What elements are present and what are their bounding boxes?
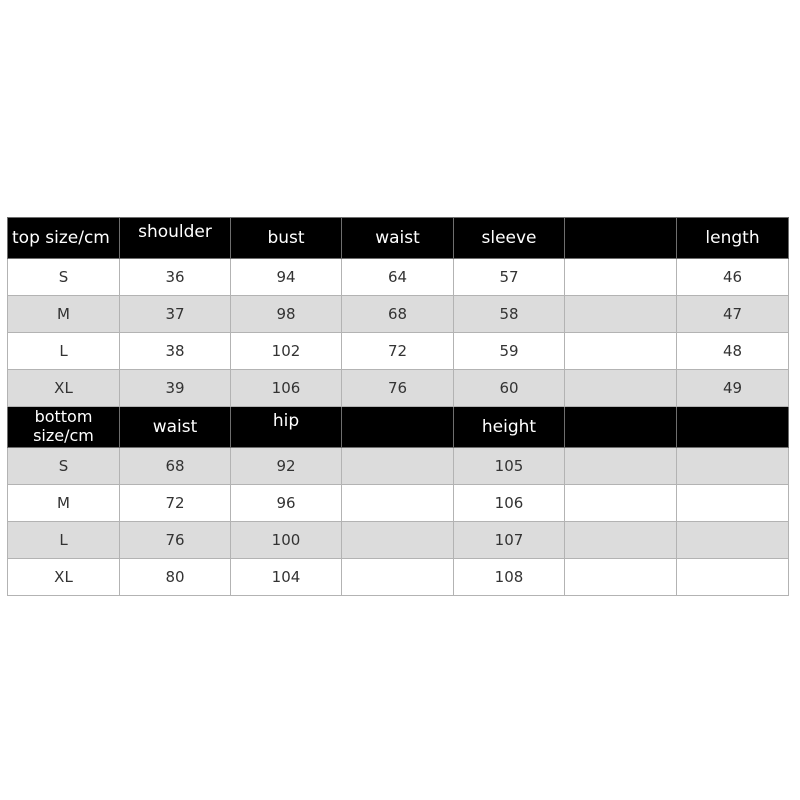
size-cell: XL — [8, 559, 120, 596]
blank-cell — [565, 296, 677, 333]
shoulder-cell: 37 — [120, 296, 231, 333]
bottom-header-row — [8, 407, 789, 448]
top-header-row — [8, 218, 789, 259]
table-row — [8, 296, 789, 333]
blank-cell — [565, 259, 677, 296]
height-header: height — [454, 407, 565, 448]
bust-cell: 94 — [231, 259, 342, 296]
blank-header — [565, 218, 677, 259]
blank-header — [342, 407, 454, 448]
shoulder-header: shoulder — [120, 218, 231, 259]
blank-cell — [677, 522, 789, 559]
sleeve-cell: 57 — [454, 259, 565, 296]
length-cell: 46 — [677, 259, 789, 296]
table-row — [8, 333, 789, 370]
table-row — [8, 485, 789, 522]
size-chart-table — [7, 217, 789, 596]
bust-cell: 98 — [231, 296, 342, 333]
blank-cell — [565, 370, 677, 407]
blank-header — [565, 407, 677, 448]
size-cell: L — [8, 333, 120, 370]
waist-cell: 76 — [342, 370, 454, 407]
size-cell: S — [8, 448, 120, 485]
blank-cell — [677, 485, 789, 522]
waist-cell: 68 — [120, 448, 231, 485]
waist-cell: 76 — [120, 522, 231, 559]
hip-cell: 104 — [231, 559, 342, 596]
blank-cell — [342, 485, 454, 522]
shoulder-cell: 39 — [120, 370, 231, 407]
table-row — [8, 522, 789, 559]
blank-cell — [565, 448, 677, 485]
hip-header: hip — [231, 407, 342, 448]
blank-cell — [677, 559, 789, 596]
height-cell: 105 — [454, 448, 565, 485]
sleeve-cell: 60 — [454, 370, 565, 407]
blank-cell — [342, 448, 454, 485]
waist-cell: 80 — [120, 559, 231, 596]
blank-cell — [342, 522, 454, 559]
table-row — [8, 559, 789, 596]
blank-header — [677, 407, 789, 448]
size-cell: L — [8, 522, 120, 559]
bust-cell: 106 — [231, 370, 342, 407]
length-cell: 47 — [677, 296, 789, 333]
length-cell: 49 — [677, 370, 789, 407]
blank-cell — [677, 448, 789, 485]
waist-cell: 72 — [120, 485, 231, 522]
sleeve-header: sleeve — [454, 218, 565, 259]
blank-cell — [565, 485, 677, 522]
bottom-size-header: bottom size/cm — [8, 407, 120, 448]
height-cell: 107 — [454, 522, 565, 559]
blank-cell — [565, 559, 677, 596]
size-cell: M — [8, 296, 120, 333]
height-cell: 106 — [454, 485, 565, 522]
waist-cell: 68 — [342, 296, 454, 333]
size-cell: XL — [8, 370, 120, 407]
waist-cell: 72 — [342, 333, 454, 370]
bust-header: bust — [231, 218, 342, 259]
shoulder-cell: 38 — [120, 333, 231, 370]
sleeve-cell: 58 — [454, 296, 565, 333]
length-cell: 48 — [677, 333, 789, 370]
size-cell: M — [8, 485, 120, 522]
table-row — [8, 259, 789, 296]
top-size-header: top size/cm — [8, 218, 120, 259]
sleeve-cell: 59 — [454, 333, 565, 370]
hip-cell: 92 — [231, 448, 342, 485]
table-row — [8, 370, 789, 407]
hip-cell: 96 — [231, 485, 342, 522]
size-cell: S — [8, 259, 120, 296]
blank-cell — [565, 333, 677, 370]
blank-cell — [565, 522, 677, 559]
blank-cell — [342, 559, 454, 596]
height-cell: 108 — [454, 559, 565, 596]
length-header: length — [677, 218, 789, 259]
hip-cell: 100 — [231, 522, 342, 559]
bottom-waist-header: waist — [120, 407, 231, 448]
shoulder-cell: 36 — [120, 259, 231, 296]
top-waist-header: waist — [342, 218, 454, 259]
waist-cell: 64 — [342, 259, 454, 296]
bust-cell: 102 — [231, 333, 342, 370]
table-row — [8, 448, 789, 485]
